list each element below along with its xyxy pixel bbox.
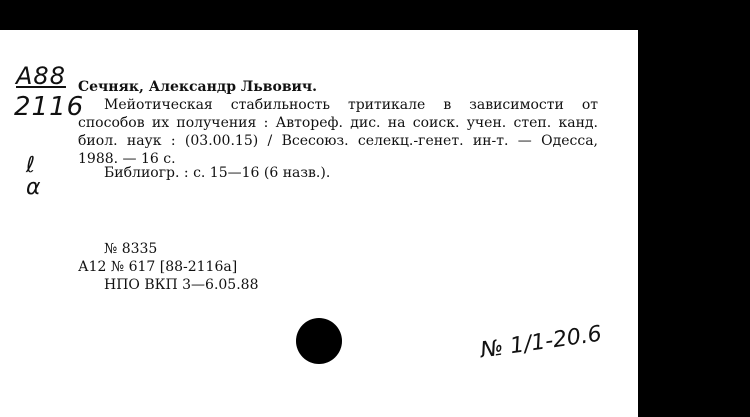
work-description: Мейотическая стабильность тритикале в зависимости от способов их получения : Автореф. дис. на соиск. учен. степ. канд. биол. наук : (03.00.15) / Всесоюз. селекц.-генет. ин-т. — Одесса, 1988. — 16 с. [78,97,598,167]
author-name: Сечняк, Александр Львович. [78,79,318,95]
punch-hole [296,318,342,364]
shelfmark-line-2: 2116 [14,92,85,122]
handwritten-note: № 1/1-20.6 [478,321,604,364]
publisher-code: НПО ВКП 3—6.05.88 [104,277,259,293]
catalog-code: А12 № 617 [88-2116а] [78,259,238,275]
record-number: № 8335 [104,241,158,257]
handwritten-mark: ℓ α [26,153,41,200]
shelfmark-line-1: А88 [16,62,66,90]
bibliography-note: Библиогр. : с. 15—16 (6 назв.). [104,165,331,181]
